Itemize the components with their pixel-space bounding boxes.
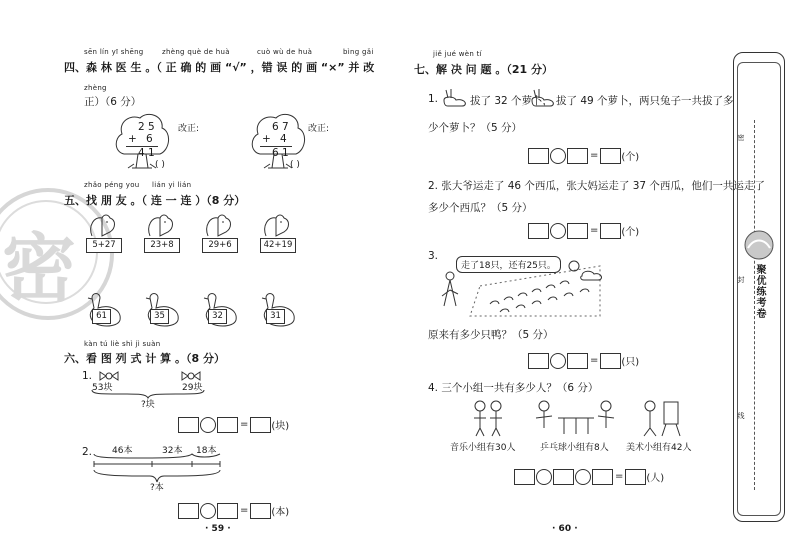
q3-equation: = (只): [528, 350, 639, 369]
sec4-pinyin-5: zhèng: [84, 84, 107, 92]
watermark-seal-char: 密: [2, 226, 76, 312]
q3-speech-bubble: 走了18只，还有25只。: [456, 256, 561, 273]
brand-emblem-icon: [742, 228, 776, 262]
answer-box[interactable]: [250, 417, 271, 433]
operator-circle[interactable]: [200, 417, 216, 433]
duck-number-3: 32: [208, 309, 227, 324]
q2-equation: = (个): [528, 220, 639, 239]
q1-text-part2: 拔了 49 个萝卜，两只兔子一共拔了多: [556, 95, 734, 107]
sec6-q1-number: 1.: [82, 370, 93, 382]
q2-text-part1: 2. 张大爷运走了 46 个西瓜，张大妈运走了 37 个西瓜，他们一共运走了: [428, 180, 765, 192]
unit-label: (个): [621, 152, 640, 163]
match-card-3: 29+6: [202, 238, 238, 253]
answer-box[interactable]: [514, 469, 535, 485]
sec4-pinyin-3: cuò wù de huà: [257, 48, 313, 56]
q1-text-part3: 少个萝卜？（5 分）: [428, 122, 523, 134]
answer-box[interactable]: [217, 417, 238, 433]
operator-circle[interactable]: [550, 353, 566, 369]
page-number-left: · 59 ·: [205, 524, 231, 534]
q4-text: 4. 三个小组一共有多少人？（6 分）: [428, 382, 599, 394]
answer-box[interactable]: [528, 353, 549, 369]
unit-label: (只): [621, 357, 640, 368]
answer-box[interactable]: [178, 503, 199, 519]
duck-number-1: 61: [92, 309, 111, 324]
music-group-icon: [470, 398, 508, 438]
tree-2-fix-label: 改正:: [308, 124, 330, 134]
seal-label-3: 线: [737, 412, 745, 419]
sec6-q1-label-a: 53块: [92, 383, 113, 393]
q1-text-part1: 拔了 32 个萝卜，: [470, 95, 554, 107]
tree-2-answer-paren: ( ): [290, 160, 300, 170]
art-group-icon: [640, 398, 682, 438]
unit-label: (本): [271, 507, 290, 518]
tree-2-addend-b: 4: [280, 133, 287, 145]
answer-box[interactable]: [600, 223, 621, 239]
sec6-title: 六、看 图 列 式 计 算 。（8 分）: [64, 352, 225, 365]
squirrel-3-icon: [204, 212, 234, 238]
rabbit-icon: [440, 86, 470, 108]
answer-box[interactable]: [217, 503, 238, 519]
sec6-q2-label-c: 18本: [196, 446, 217, 456]
sec6-q2-question: ?本: [150, 483, 164, 493]
sec4-pinyin-1: sēn lín yī shēng: [84, 48, 144, 56]
q2-text-part2: 多少个西瓜？（5 分）: [428, 202, 533, 214]
answer-box[interactable]: [528, 148, 549, 164]
answer-box[interactable]: [567, 353, 588, 369]
operator-circle[interactable]: [200, 503, 216, 519]
match-card-1: 5+27: [86, 238, 122, 253]
sec5-title: 五、找 朋 友 。（ 连 一 连 ）（8 分）: [64, 194, 246, 207]
tree-2-plus: +: [262, 133, 271, 145]
sec6-q2-number: 2.: [82, 446, 93, 458]
answer-box[interactable]: [567, 223, 588, 239]
answer-box[interactable]: [178, 417, 199, 433]
sec6-q1-question: ?块: [141, 400, 155, 410]
unit-label: (块): [271, 421, 290, 432]
match-card-2: 23+8: [144, 238, 180, 253]
page-number-right: · 60 ·: [552, 524, 578, 534]
unit-label: (个): [621, 227, 640, 238]
answer-box[interactable]: [592, 469, 613, 485]
unit-label: (人): [646, 473, 665, 484]
tree-1-addend-b: 6: [146, 133, 153, 145]
tree-2-addend-a: 6 7: [272, 121, 289, 133]
sec6-q2-equation: = (本): [178, 500, 289, 519]
answer-box[interactable]: [553, 469, 574, 485]
sec4-pinyin-2: zhèng què de huà: [162, 48, 230, 56]
q1-equation: = (个): [528, 145, 639, 164]
squirrel-4-icon: [262, 212, 292, 238]
q4-group-pingpong: 乒乓球小组有8人: [540, 443, 609, 453]
operator-circle[interactable]: [550, 223, 566, 239]
sec5-pinyin-1: zhǎo péng you: [84, 181, 140, 189]
rabbit-icon: [528, 86, 558, 108]
answer-box[interactable]: [567, 148, 588, 164]
sec5-pinyin-2: lián yi lián: [152, 181, 192, 189]
sec7-title: 七、解 决 问 题 。（21 分）: [414, 63, 553, 76]
operator-circle[interactable]: [536, 469, 552, 485]
answer-box[interactable]: [528, 223, 549, 239]
seal-label-2: 封: [737, 276, 745, 283]
squirrel-2-icon: [146, 212, 176, 238]
sec6-pinyin: kàn tú liè shì jì suàn: [84, 340, 161, 348]
brand-title: 聚优练考卷: [754, 264, 765, 319]
operator-circle[interactable]: [575, 469, 591, 485]
tree-1-sum: 4 1: [138, 147, 155, 159]
tree-1-answer-paren: ( ): [155, 160, 165, 170]
tree-1-addend-a: 2 5: [138, 121, 155, 133]
tree-2-sum: 6 1: [272, 147, 289, 159]
seal-label-1: 密: [737, 134, 745, 141]
sec6-q1-equation: = (块): [178, 414, 289, 433]
squirrel-1-icon: [88, 212, 118, 238]
sec6-q1-label-b: 29块: [182, 383, 203, 393]
sec7-pinyin: jiě jué wèn tí: [433, 50, 482, 58]
tree-1-plus: +: [128, 133, 137, 145]
duck-number-4: 31: [266, 309, 285, 324]
match-card-4: 42+19: [260, 238, 296, 253]
tree-1-fix-label: 改正:: [178, 124, 200, 134]
q3-number: 3.: [428, 250, 439, 262]
q4-equation: = (人): [514, 466, 664, 485]
answer-box[interactable]: [600, 353, 621, 369]
operator-circle[interactable]: [550, 148, 566, 164]
duck-number-2: 35: [150, 309, 169, 324]
q4-group-art: 美术小组有42人: [626, 443, 692, 453]
q4-group-music: 音乐小组有30人: [450, 443, 516, 453]
sec4-pinyin-4: bìng gǎi: [343, 48, 374, 56]
sec4-title: 四、森 林 医 生 。（ 正 确 的 画 “√” ，错 误 的 画 “×” 并 改: [64, 61, 375, 74]
sec4-title-2: 正）（6 分）: [84, 96, 142, 108]
ping-pong-group-icon: [534, 398, 618, 438]
sec6-q2-label-b: 32本: [162, 446, 183, 456]
q1-number: 1.: [428, 93, 439, 105]
answer-box[interactable]: [600, 148, 621, 164]
answer-box[interactable]: [250, 503, 271, 519]
sec6-q2-label-a: 46本: [112, 446, 133, 456]
answer-box[interactable]: [625, 469, 646, 485]
sun-cloud-icon: [562, 258, 606, 282]
q3-text: 原来有多少只鸭？（5 分）: [428, 329, 554, 341]
